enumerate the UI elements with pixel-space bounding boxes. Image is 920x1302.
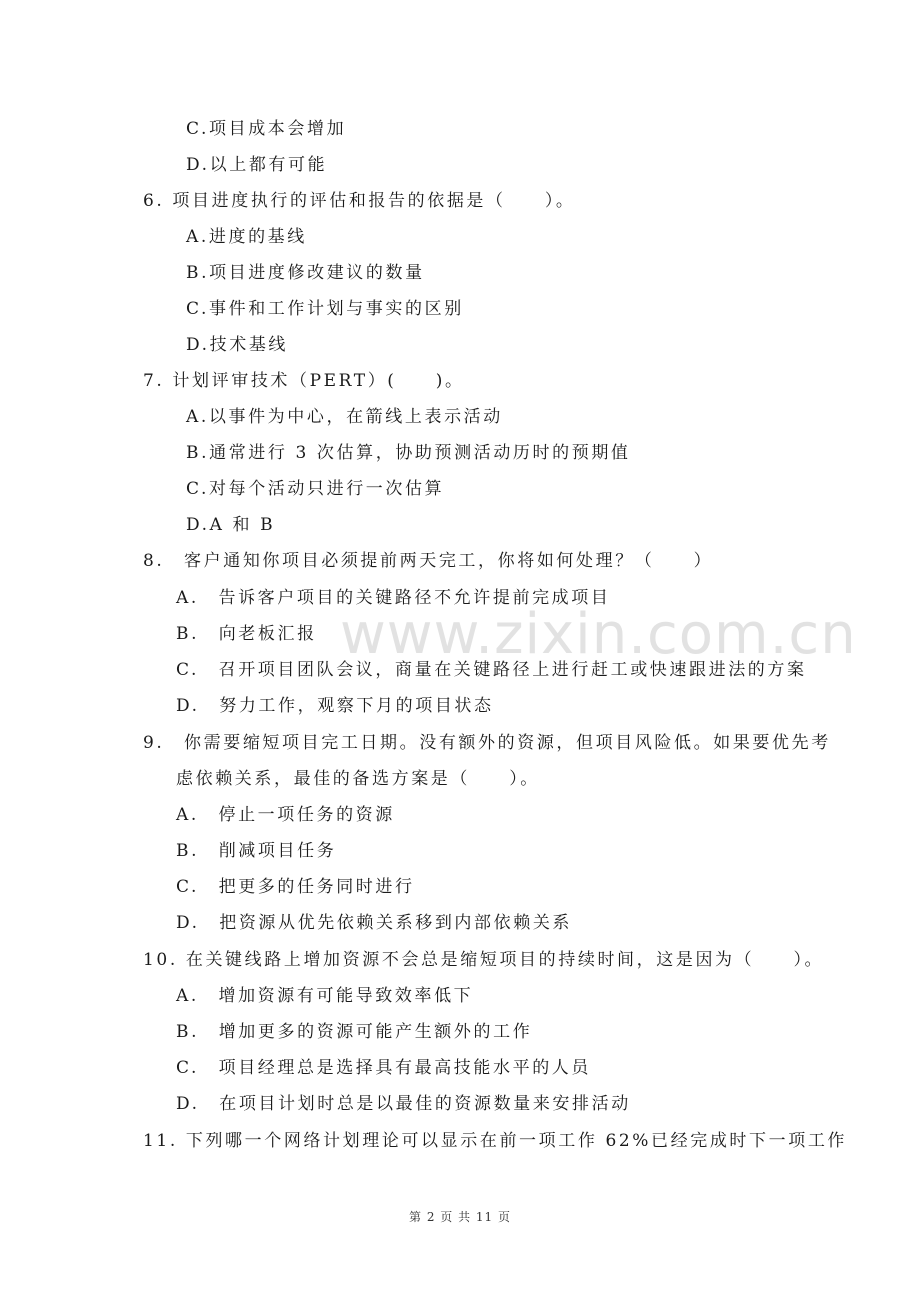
option-8d: D. 努力工作，观察下月的项目状态 — [176, 696, 494, 716]
option-10b: B. 增加更多的资源可能产生额外的工作 — [176, 1022, 533, 1042]
question-10: 10. 在关键线路上增加资源不会总是缩短项目的持续时间，这是因为（ ）。 — [143, 950, 825, 970]
question-11: 11. 下列哪一个网络计划理论可以显示在前一项工作 62%已经完成时下一项工作 — [143, 1131, 848, 1151]
question-7: 7. 计划评审技术（PERT）( )。 — [143, 371, 465, 391]
option-5d: D.以上都有可能 — [186, 155, 328, 175]
option-8c: C. 召开项目团队会议，商量在关键路径上进行赶工或快速跟进法的方案 — [176, 660, 807, 680]
option-6a: A.进度的基线 — [186, 227, 307, 247]
option-6c: C.事件和工作计划与事实的区别 — [186, 299, 464, 319]
option-10c: C. 项目经理总是选择具有最高技能水平的人员 — [176, 1058, 592, 1078]
option-9c: C. 把更多的任务同时进行 — [176, 877, 415, 897]
option-10d: D. 在项目计划时总是以最佳的资源数量来安排活动 — [176, 1094, 631, 1114]
page-footer: 第 2 页 共 11 页 — [409, 1210, 511, 1224]
option-10a: A. 增加资源有可能导致效率低下 — [176, 986, 474, 1006]
watermark: www.zixin.com.cn — [340, 602, 857, 667]
option-6b: B.项目进度修改建议的数量 — [186, 263, 425, 283]
option-7d: D.A 和 B — [186, 515, 276, 535]
question-8: 8. 客户通知你项目必须提前两天完工，你将如何处理？（ ） — [143, 551, 714, 571]
option-5c: C.项目成本会增加 — [186, 119, 347, 139]
option-8b: B. 向老板汇报 — [176, 624, 317, 644]
question-6: 6. 项目进度执行的评估和报告的依据是（ ）。 — [143, 191, 576, 211]
option-7a: A.以事件为中心，在箭线上表示活动 — [186, 407, 503, 427]
option-9d: D. 把资源从优先依赖关系移到内部依赖关系 — [176, 913, 573, 933]
option-6d: D.技术基线 — [186, 335, 289, 355]
option-9b: B. 削减项目任务 — [176, 841, 337, 861]
question-9: 9. 你需要缩短项目完工日期。没有额外的资源，但项目风险低。如果要优先考 — [143, 733, 831, 753]
option-7c: C.对每个活动只进行一次估算 — [186, 479, 445, 499]
option-8a: A. 告诉客户项目的关键路径不允许提前完成项目 — [176, 588, 611, 608]
option-9a: A. 停止一项任务的资源 — [176, 805, 395, 825]
question-9-cont: 虑依赖关系，最佳的备选方案是（ ）。 — [176, 769, 540, 789]
option-7b: B.通常进行 3 次估算，协助预测活动历时的预期值 — [186, 443, 631, 463]
